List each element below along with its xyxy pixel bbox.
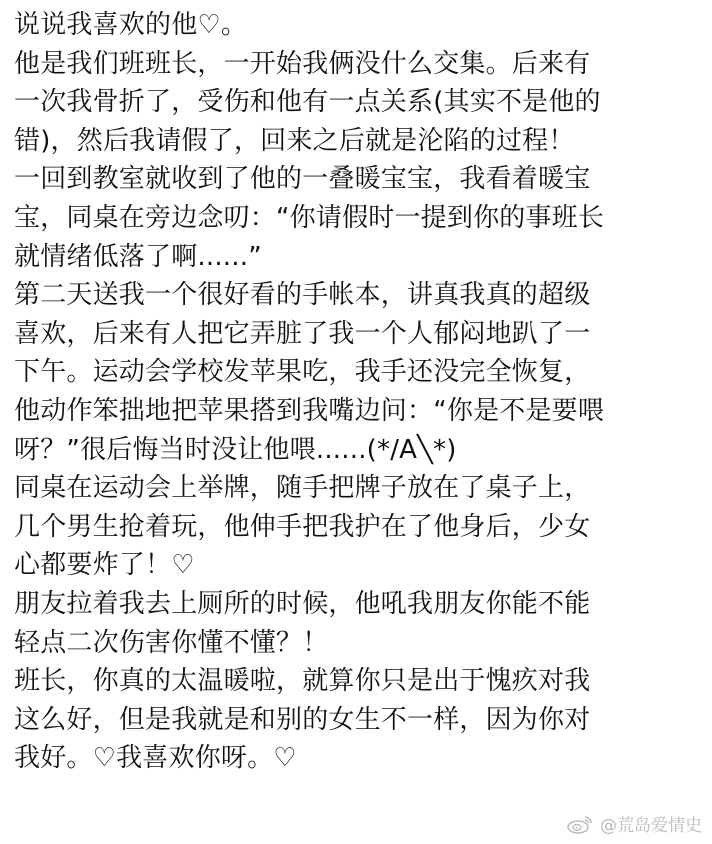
story-text (14, 6, 712, 778)
text-line: 下午。运动会学校发苹果吃，我手还没完全恢复， (14, 357, 591, 388)
text-line: 我好。♡我喜欢你呀。♡ (14, 743, 297, 774)
text-line: 轻点二次伤害你懂不懂？！ (14, 627, 329, 658)
text-line: 他动作笨拙地把苹果搭到我嘴边问：“你是不是要喂 (14, 395, 605, 426)
text-line: 一回到教室就收到了他的一叠暖宝宝，我看着暖宝 (14, 164, 591, 195)
text-line: 他是我们班班长，一开始我俩没什么交集。后来有 (14, 48, 591, 79)
text-line: 心都要炸了！♡ (14, 550, 195, 581)
text-line: 宝，同桌在旁边念叨：“你请假时一提到你的事班长 (14, 202, 605, 233)
text-line: 几个男生抢着玩，他伸手把我护在了他身后，少女 (14, 511, 591, 542)
text-line: 朋友拉着我去上厕所的时候，他吼我朋友你能不能 (14, 588, 591, 619)
text-line: 同桌在运动会上举牌，随手把牌子放在了桌子上， (14, 473, 591, 504)
text-line: 班长，你真的太温暖啦，就算你只是出于愧疚对我 (14, 666, 591, 697)
text-line: 呀？”很后悔当时没让他喂......(*/A╲*) (14, 434, 457, 465)
text-line: 错)，然后我请假了，回来之后就是沦陷的过程！ (14, 125, 575, 156)
text-line: 说说我喜欢的他♡。 (14, 10, 248, 40)
text-line: 第二天送我一个很好看的手帐本，讲真我真的超级 (14, 280, 591, 311)
watermark (566, 811, 702, 836)
text-line: 就情绪低落了啊......” (14, 241, 262, 272)
text-line: 喜欢，后来有人把它弄脏了我一个人郁闷地趴了一 (14, 318, 591, 349)
text-line: 一次我骨折了，受伤和他有一点关系(其实不是他的 (14, 87, 601, 118)
weibo-icon (566, 814, 594, 834)
text-line: 这么好，但是我就是和别的女生不一样，因为你对 (14, 704, 591, 735)
watermark-text: @荒岛爱情史 (600, 816, 702, 836)
